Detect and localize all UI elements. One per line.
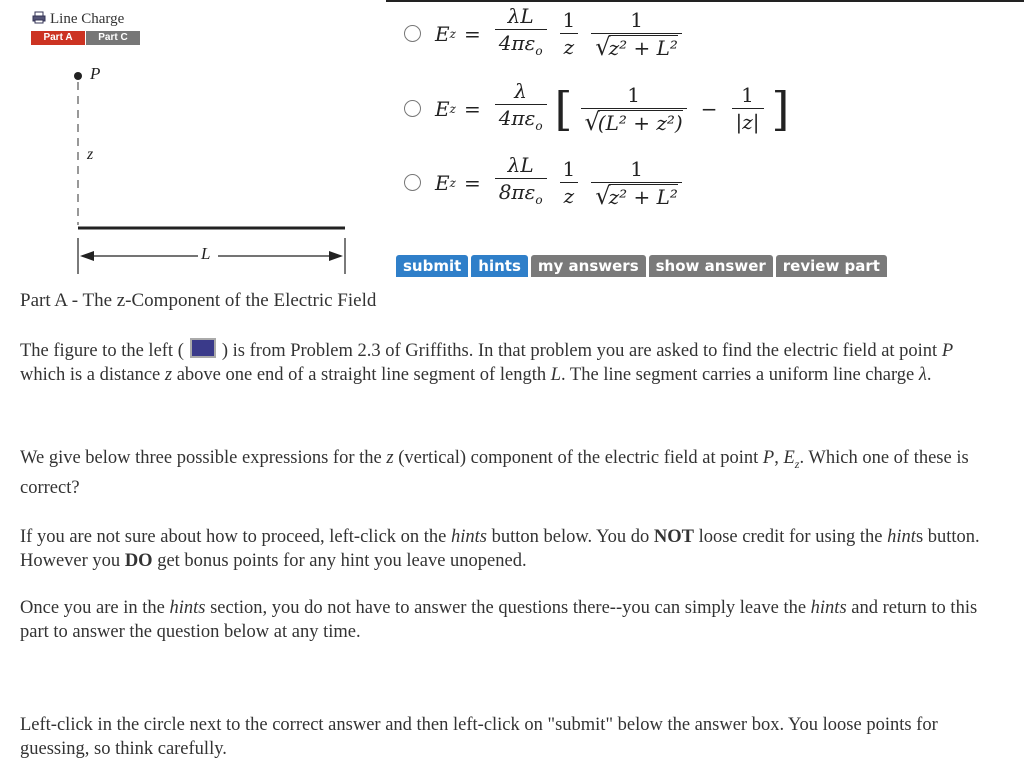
paragraph-expressions: We give below three possible expressions for the z (vertical) component of the electric field at point P, $E_z$. Which one of these is correct? (20, 448, 969, 498)
problem-title (32, 11, 124, 28)
action-button-bar (396, 255, 890, 277)
answer-option-1 (404, 3, 688, 64)
tab-part-a[interactable]: Part A (31, 31, 85, 45)
answer-option-3 (404, 152, 688, 213)
review-part-button[interactable]: review part (776, 255, 887, 277)
figure-label-z: z (87, 146, 94, 163)
problem-title-text: Line Charge (50, 11, 125, 27)
option-1-radio[interactable] (404, 25, 421, 42)
figure-label-p: P (90, 64, 101, 83)
figure-label-l: L (201, 244, 211, 263)
submit-button[interactable]: submit (396, 255, 468, 277)
hints-button[interactable]: hints (471, 255, 528, 277)
arrowhead-left (80, 251, 94, 261)
my-answers-button[interactable]: my answers (531, 255, 646, 277)
option-3-radio[interactable] (404, 174, 421, 191)
top-divider (386, 0, 1024, 2)
arrowhead-right (329, 251, 343, 261)
option-1-formula: E z = $\frac{\lambda L}{4\pi\varepsilon_o}$ $\frac{1}{z}$ $\frac{1}{\text{√z² + L²}}$ (435, 3, 688, 64)
option-3-formula: E z = $\frac{\lambda L}{8\pi\varepsilon_o}$ $\frac{1}{z}$ $\frac{1}{\text{√z² + L²}}$ (435, 152, 688, 213)
point-p-dot (74, 72, 82, 80)
part-tabs (31, 31, 140, 45)
option-2-radio[interactable] (404, 100, 421, 117)
part-heading: Part A - The z-Component of the Electric Field (20, 290, 377, 311)
paragraph-intro: The figure to the left ( ) is from Problem 2.3 of Griffiths. In that problem you are asked to find the electric field at point P which is a distance z above one end of a straight line segment of length L. The line segment carries a uniform line charge λ. (20, 338, 1000, 387)
paragraph-instructions: Left-click in the circle next to the correct answer and then left-click on "submit" below the answer box. You loose points for guessing, so think carefully. (20, 715, 938, 759)
show-answer-button[interactable]: show answer (649, 255, 773, 277)
problem-figure (70, 60, 355, 285)
option-2-formula: E z = $\frac{\lambda}{4\pi\varepsilon_o}$ [ $\frac{1}{\text{√(L² + z²)}}$ − $\frac{1}{|z|}$ ] (435, 78, 791, 139)
paragraph-hints-section: Once you are in the hints section, you do not have to answer the questions there--you can simply leave the hints and return to this part to answer the question below at any time. (20, 598, 978, 642)
answer-option-2 (404, 78, 791, 139)
printer-icon (32, 11, 46, 24)
paragraph-hints-info: If you are not sure about how to proceed, left-click on the hints button below. You do NOT loose credit for using the hints button. However you DO get bonus points for any hint you leave unopened. (20, 527, 980, 571)
tab-part-c[interactable]: Part C (85, 31, 140, 45)
figure-screen-icon[interactable] (190, 338, 216, 358)
